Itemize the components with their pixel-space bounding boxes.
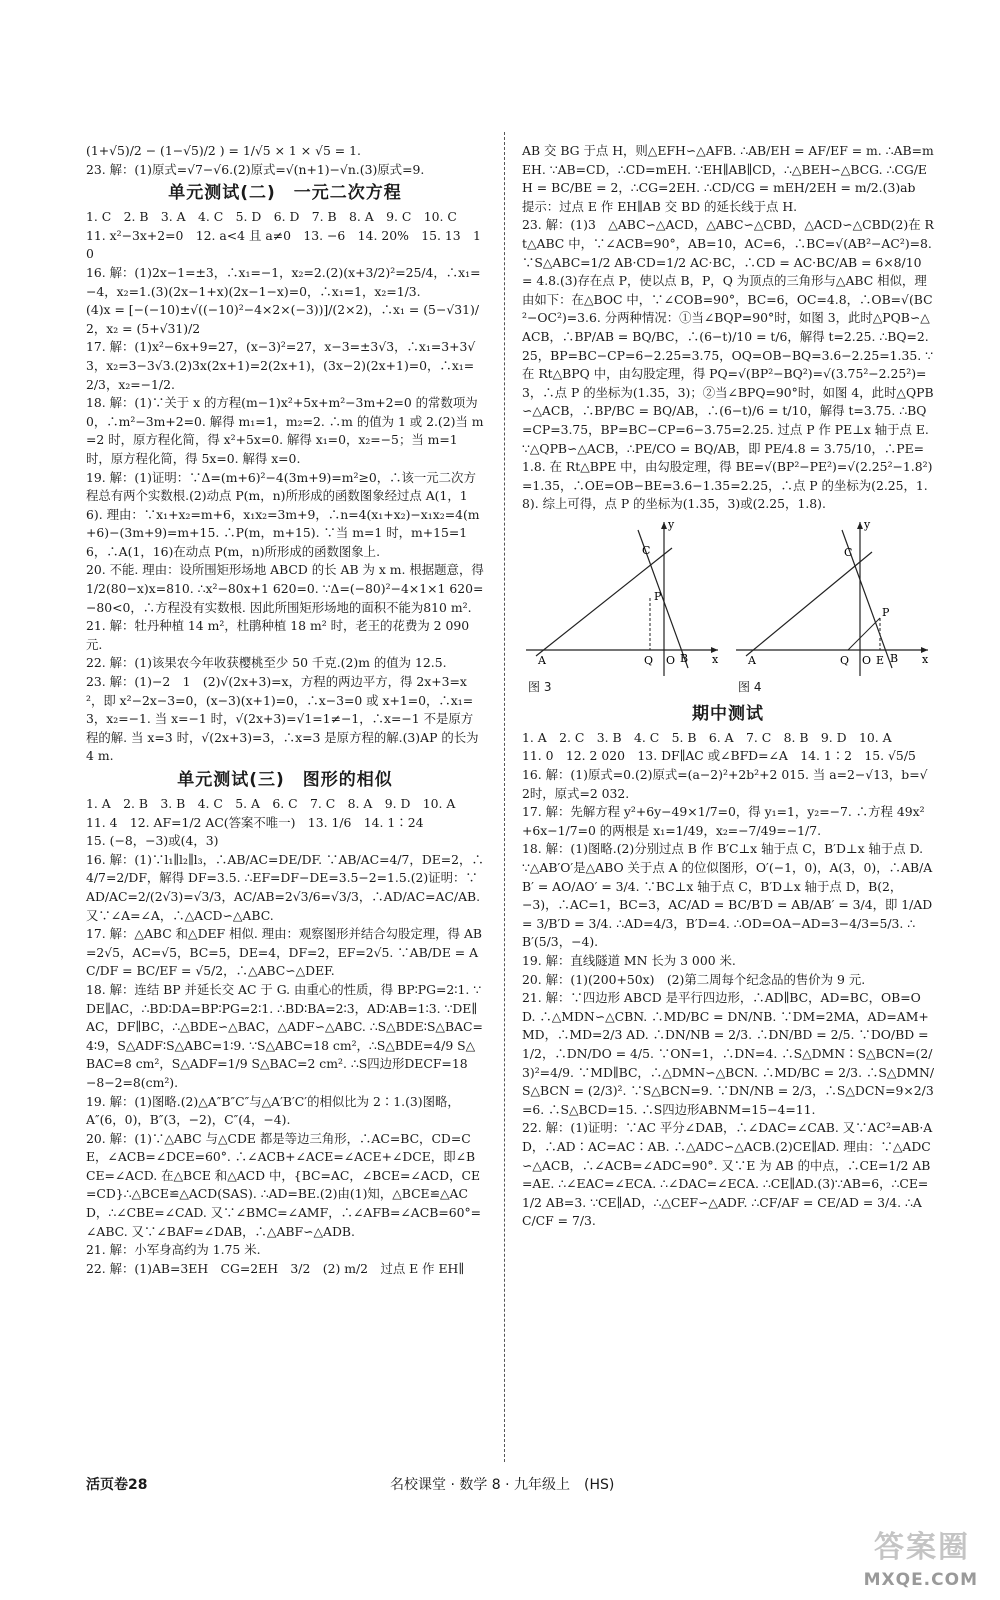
qp-segment xyxy=(848,618,880,650)
label-y: y xyxy=(668,517,675,531)
label-c: C xyxy=(844,545,853,559)
line-ac xyxy=(536,548,672,656)
answer-line: 11. 4 12. AF=1/2 AC(答案不唯一) 13. 1/6 14. 1∶24 xyxy=(86,814,424,830)
answer-line: 22. 解：(1)AB=3EH CG=2EH 3/2 (2) m/2 过点 E 作 EH∥ xyxy=(86,1260,465,1276)
answer-line: 17. 解：(1)x²−6x+9=27，(x−3)²=27，x−3=±3√3，∴x₁=3+3√3，x₂=3−3√3.(2)3x(2x+1)=2(2x+1)，(3x−2)(2x+1)=0，∴x₁=2/3，x₂=−1/2. xyxy=(86,339,476,392)
answer-line: 1. A 2. C 3. B 4. C 5. B 6. A 7. C 8. B 9. D 10. A xyxy=(522,729,892,745)
answer-line: 提示：过点 E 作 EH∥AB 交 BD 的延长线于点 H. xyxy=(522,198,798,214)
answer-line: 20. 解：(1)(200+50x) (2)第二周每个纪念品的售价为 9 元. xyxy=(522,971,866,987)
answer-line: 19. 解：(1)图略.(2)△A″B″C″与△A′B′C′的相似比为 2∶1.(3)图略，A″(6，0)，B″(3，−2)，C″(4，−4). xyxy=(86,1093,460,1128)
answer-line: 17. 解：先解方程 y²+6y−49×1/7=0，得 y₁=1，y₂=−7. ∴方程 49x²+6x−1/7=0 的两根是 x₁=1/49，x₂=−7/49=−1/7. xyxy=(522,804,925,838)
answer-line: 1. C 2. B 3. A 4. C 5. D 6. D 7. B 8. A 9. C 10. C xyxy=(86,209,457,225)
answer-line: 11. x²−3x+2=0 12. a<4 且 a≠0 13. −6 14. 20% 15. 13 10 xyxy=(86,227,481,262)
answer-line: AB 交 BG 于点 H，则△EFH∽△AFB. ∴AB/EH = AF/EF = m. ∴AB=mEH. ∵AB=CD，∴CD=mEH. ∵EH∥AB∥CD，∴△BEH∽△BCG. ∴CG/EH = BC/BE = 2，∴CG=2EH. ∴CD/CG = mEH/2EH = m/2.(3)ab xyxy=(522,143,934,196)
footer-book-title: 名校课堂 · 数学 8 · 九年级上 (HS) xyxy=(390,1477,615,1493)
label-a: A xyxy=(748,653,756,667)
answer-line: 21. 解：∵四边形 ABCD 是平行四边形，∴AD∥BC，AD=BC，OB=OD. ∴△MDN∽△CBN. ∴MD/BC = DN/NB. ∵DM=2MA，AD=AM+MD，∴MD=2/3 AD. ∴DN/NB = 2/3. ∴DN/BD = 2/5. ∵DO/BD = 1/2，∴DN/DO = 4/5. ∵ON=1，∴DN=4. ∴S△DMN∶S△BCN=(2/3)²=4/9. ∵MD∥BC，∴△DMN∽△BCN. ∴MD/BC = 2/3. ∴S△DMN/S△BCN = (2/3)². ∵S△BCN=9. ∵DN/NB = 2/3，∴S△DCN=9×2/3=6. ∴S△BCD=15. ∴S四边形ABNM=15−4=11. xyxy=(522,990,934,1117)
answer-line: 16. 解：(1)∵l₁∥l₂∥l₃，∴AB/AC=DE/DF. ∵AB/AC=4/7，DE=2，∴4/7=2/DF，解得 DF=3.5. ∴EF=DF−DE=3.5−2=1.5.(2)证明：∵AD/AC=2/(2√3)=√3/3，AC/AB=2√3/6=√3/3，∴AD/AC=AC/AB. 又∵∠A=∠A，∴△ACD∽△ABC. xyxy=(86,851,484,923)
y-axis-arrow xyxy=(661,522,667,529)
label-c: C xyxy=(642,543,651,557)
section-title: 单元测试(三) 图形的相似 xyxy=(177,770,393,790)
answer-line: 22. 解：(1)证明：∵AC 平分∠DAB，∴∠DAC=∠CAB. 又∵AC²=AB·AD，∴AD∶AC=AC∶AB. ∴△ADC∽△ACB.(2)CE∥AD. 理由：∵△ADC∽△ACB，∴∠ACB=∠ADC=90°. 又∵E 为 AB 的中点，∴CE=1/2 AB=AE. ∴∠EAC=∠ECA. ∴∠DAC=∠ECA. ∴CE∥AD.(3)∵AB=6，∴CE=1/2 AB=3. ∵CE∥AD，∴△CEF∽△ADF. ∴CF/AF = CE/AD = 3/4. ∴AC/CF = 7/3. xyxy=(522,1120,933,1229)
figures-row xyxy=(522,518,934,696)
answer-line: 20. 解：(1)∵△ABC 与△CDE 都是等边三角形，∴AC=BC，CD=CE，∠ACB=∠DCE=60°. ∴∠ACB+∠ACE=∠ACE+∠DCE，即∠BCE=∠ACD. 在△BCE 和△ACD 中，{BC=AC，∠BCE=∠ACD，CE=CD}∴△BCE≌△ACD(SAS). ∴AD=BE.(2)由(1)知，△BCE≌△ACD，∴∠CBE=∠CAD. 又∵∠BMC=∠AMF，∴∠AFB=∠ACB=60°=∠ABC. 又∵∠BAF=∠DAB，∴△ABF∽△ADB. xyxy=(86,1130,482,1239)
answer-line: 23. 解：(1)原式=√7−√6.(2)原式=√(n+1)−√n.(3)原式=9. xyxy=(86,161,425,177)
label-e: E xyxy=(876,653,885,667)
column-divider xyxy=(504,132,505,1462)
answer-line: 15. (−8，−3)或(4，3) xyxy=(86,833,219,849)
answer-line: 19. 解：(1)证明：∵Δ=(m+6)²−4(3m+9)=m²≥0，∴该一元二次方程总有两个实数根.(2)动点 P(m，n)所形成的函数图象经过点 A(1，16). 理由：∵x₁+x₂=m+6，x₁x₂=3m+9，∴n=4(x₁+x₂)−x₁x₂=4(m+6)−(3m+9)=m+15. ∴P(m，m+15). ∵当 m=1 时，m+15=16，∴A(1，16)在动点 P(m，n)所形成的函数图象上. xyxy=(86,469,480,559)
figure-4-caption: 图 4 xyxy=(738,679,762,694)
label-o: O xyxy=(862,653,872,667)
label-o: O xyxy=(666,653,676,667)
label-y: y xyxy=(864,517,871,531)
figure-4 xyxy=(732,517,932,694)
watermark-logo: 答案圈 xyxy=(874,1530,970,1565)
answer-line: 18. 解：(1)∵关于 x 的方程(m−1)x²+5x+m²−3m+2=0 的常数项为 0，∴m²−3m+2=0. 解得 m₁=1，m₂=2. ∴m 的值为 1 或 2.(2)当 m=2 时，原方程化简，得 x²+5x=0. 解得 x₁=0，x₂=−5；当 m=1 时，原方程化简，得 5x=0. 解得 x=0. xyxy=(86,395,484,466)
figure-3 xyxy=(522,517,722,694)
label-p: P xyxy=(882,605,890,619)
figure-3-caption: 图 3 xyxy=(528,679,552,694)
section-title: 单元测试(二) 一元二次方程 xyxy=(168,183,402,204)
y-axis-arrow xyxy=(857,522,863,529)
line-ac xyxy=(746,552,872,656)
footer-page-label: 活页卷28 xyxy=(86,1477,148,1493)
answer-line: 22. 解：(1)该果农今年收获樱桃至少 50 千克.(2)m 的值为 12.5. xyxy=(86,655,447,671)
right-column xyxy=(522,142,934,1231)
answer-line: 19. 解：直线隧道 MN 长为 3 000 米. xyxy=(522,953,736,968)
section-title: 期中测试 xyxy=(692,703,764,724)
figure-4-graph xyxy=(732,518,932,678)
answer-line: 20. 不能. 理由：设所围矩形场地 ABCD 的长 AB 为 x m. 根据题意，得 1/2(80−x)x=810. ∴x²−80x+1 620=0. ∵Δ=(−80)²−4×1×1 620=−80<0，∴方程没有实数根. 因此所围矩形场地的面积不能为810 m². xyxy=(86,562,484,615)
answer-line: 23. 解：(1)−2 1 (2)√(2x+3)=x，方程的两边平方，得 2x+3=x²，即 x²−2x−3=0，(x−3)(x+1)=0，∴x−3=0 或 x+1=0，∴x₁=3，x₂=−1. 当 x=−1 时，√(2x+3)=√1=1≠−1，∴x=−1 不是原方程的解. 当 x=3 时，√(2x+3)=3，∴x=3 是原方程的解.(3)AP 的长为 4 m. xyxy=(86,674,479,764)
label-x: x xyxy=(922,652,929,666)
label-p: P xyxy=(654,589,662,603)
watermark-url: MXQE.COM xyxy=(863,1570,978,1590)
label-b: B xyxy=(680,651,689,665)
label-q: Q xyxy=(840,653,850,667)
answer-line: 21. 解：牡丹种植 14 m²，杜鹃种植 18 m² 时，老王的花费为 2 090 元. xyxy=(86,618,470,652)
answer-line: (1+√5)/2 − (1−√5)/2 ) = 1/√5 × 1 × √5 = 1. xyxy=(86,143,361,158)
answer-line: 16. 解：(1)2x−1=±3，∴x₁=−1，x₂=2.(2)(x+3/2)²=25/4，∴x₁=−4，x₂=1.(3)(2x−1+x)(2x−1−x)=0，∴x₁=1，x₂=1/3. xyxy=(86,264,481,299)
answer-line: (4)x = [−(−10)±√((−10)²−4×2×(−3))]/(2×2)，∴x₁ = (5−√31)/2，x₂ = (5+√31)/2 xyxy=(86,302,479,336)
answer-line: 18. 解：(1)图略.(2)分别过点 B 作 B′C⊥x 轴于点 C，B′D⊥x 轴于点 D. ∵△AB′O′是△ABO 关于点 A 的位似图形，O′(−1，0)，A(3，0)，∴AB/AB′ = AO/AO′ = 3/4. ∵BC⊥x 轴于点 C，B′D⊥x 轴于点 D，B(2，−3)，∴AC=1，BC=3，AC/AD = BC/B′D = AB/AB′ = 3/4，即 1/AD = 3/B′D = 3/4. ∴AD=4/3，B′D=4. ∴OD=OA−AD=3−4/3=5/3. ∴B′(5/3，−4). xyxy=(522,841,933,950)
answer-line: 1. A 2. B 3. B 4. C 5. A 6. C 7. C 8. A 9. D 10. A xyxy=(86,796,456,811)
answer-line: 21. 解：小军身高约为 1.75 米. xyxy=(86,1242,261,1258)
answer-line: 17. 解：△ABC 和△DEF 相似. 理由：观察图形并结合勾股定理，得 AB=2√5，AC=√5，BC=5，DE=4，DF=2，EF=2√5. ∵AB/DE = AC/DF = BC/EF = √5/2，∴△ABC∽△DEF. xyxy=(86,926,482,979)
answer-line: 11. 0 12. 2 020 13. DF∥AC 或∠BFD=∠A 14. 1∶2 15. √5/5 xyxy=(522,748,916,764)
left-column xyxy=(86,142,484,1278)
label-a: A xyxy=(538,653,546,667)
label-q: Q xyxy=(644,653,654,667)
answer-line: 16. 解：(1)原式=0.(2)原式=(a−2)²+2b²+2 015. 当 a=2−√13，b=√2时，原式=2 032. xyxy=(522,767,928,801)
figure-3-graph xyxy=(522,518,722,678)
label-x: x xyxy=(712,652,719,666)
label-b: B xyxy=(890,651,899,665)
answer-line: 23. 解：(1)3 △ABC∽△ACD，△ABC∽△CBD，△ACD∽△CBD(2)在 Rt△ABC 中，∵∠ACB=90°，AB=10，AC=6，∴BC=√(AB²−AC²)=8. ∵S△ABC=1/2 AB·CD=1/2 AC·BC，∴CD = AC·BC/AB = 6×8/10 = 4.8.(3)存在点 P，使以点 B，P，Q 为顶点的三角形与△ABC 相似，理由如下：在△BOC 中，∵∠COB=90°，BC=6，OC=4.8，∴OB=√(BC²−OC²)=3.6. 分两种情况：①当∠BQP=90°时，如图 3，此时△PQB∽△ACB，∴BP/AB = BQ/BC，∴(6−t)/10 = t/6，解得 t=2.25. ∴BQ=2.25，BP=BC−CP=6−2.25=3.75，OQ=OB−BQ=3.6−2.25=1.35. ∵在 Rt△BPQ 中，由勾股定理，得 PQ=√(BP²−BQ²)=√(3.75²−2.25²)=3，∴点 P 的坐标为(1.35，3)；②当∠BPQ=90°时，如图 4，此时△QPB∽△ACB，∴BP/BC = BQ/AB，∴(6−t)/6 = t/10，解得 t=3.75. ∴BQ=CP=3.75，BP=BC−CP=6−3.75=2.25. 过点 P 作 PE⊥x 轴于点 E. ∵△QPB∽△ACB，∴PE/CO = BQ/AB，即 PE/4.8 = 3.75/10，∴PE=1.8. 在 Rt△BPE 中，由勾股定理，得 BE=√(BP²−PE²)=√(2.25²−1.8²)=1.35，∴OE=OB−BE=3.6−1.35=2.25，∴点 P 的坐标为(2.25，1.8). 综上可得，点 P 的坐标为(1.35，3)或(2.25，1.8). xyxy=(522,217,934,512)
answer-line: 18. 解：连结 BP 并延长交 AC 于 G. 由重心的性质，得 BP∶PG=2∶1. ∵DE∥AC，∴BD∶DA=BP∶PG=2∶1. ∴BD∶BA=2∶3，AD∶AB=1∶3. ∵DE∥AC，DF∥BC，∴△BDE∽△BAC，△ADF∽△ABC. ∴S△BDE∶S△BAC=4∶9，S△ADF∶S△ABC=1∶9. ∵S△ABC=18 cm²，∴S△BDE=4/9 S△BAC=8 cm²，S△ADF=1/9 S△BAC=2 cm². ∴S四边形DECF=18−8−2=8(cm²). xyxy=(86,981,483,1090)
